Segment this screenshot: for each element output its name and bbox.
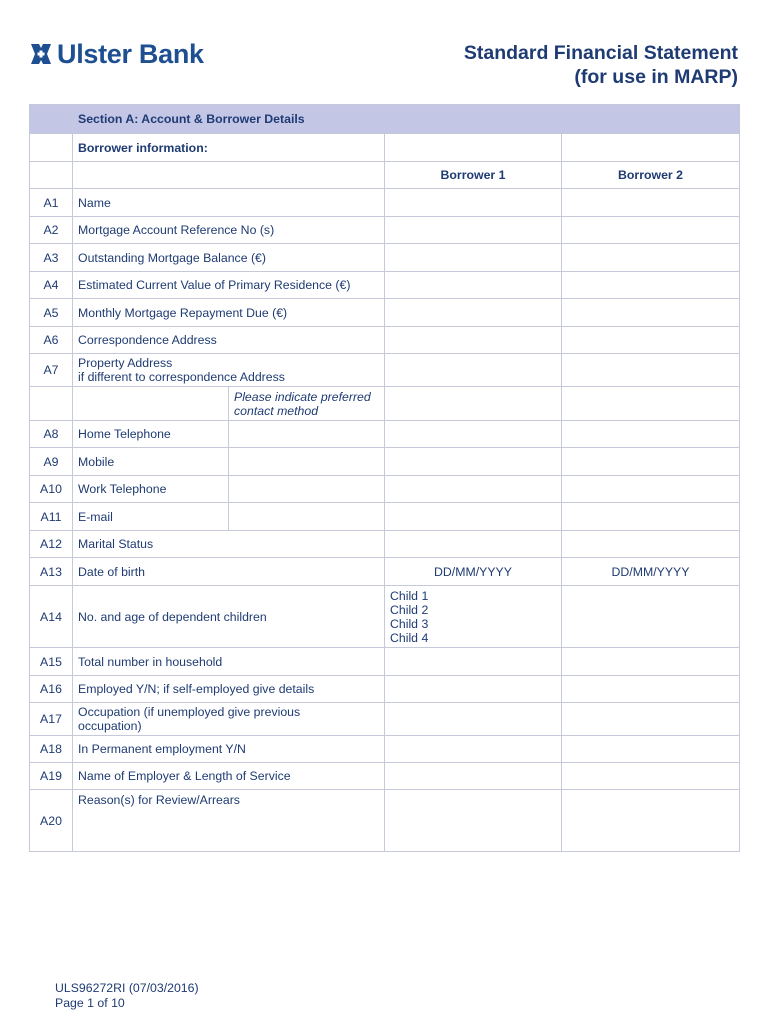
row-code: A17 xyxy=(30,703,73,736)
row-label: Work Telephone xyxy=(73,476,229,503)
contact-note-line2: contact method xyxy=(234,403,319,418)
document-title-line2: (for use in MARP) xyxy=(574,66,738,88)
row-label: E-mail xyxy=(73,503,229,531)
row-label: Mortgage Account Reference No (s) xyxy=(73,217,385,244)
table-row xyxy=(30,558,740,586)
preferred-contact-input[interactable] xyxy=(229,421,385,448)
borrower1-dob-input[interactable]: DD/MM/YYYY xyxy=(385,558,562,586)
table-row xyxy=(30,676,740,703)
table-row xyxy=(30,586,740,648)
document-title xyxy=(464,41,738,89)
borrower1-input[interactable] xyxy=(385,448,562,476)
row-label xyxy=(73,354,385,387)
borrower2-input[interactable] xyxy=(562,676,740,703)
document-title-line1: Standard Financial Statement xyxy=(463,42,738,64)
contact-note-line1: Please indicate preferred xyxy=(234,389,371,404)
row-label: Name of Employer & Length of Service xyxy=(73,763,385,790)
table-row xyxy=(30,763,740,790)
ulster-bank-logo xyxy=(30,40,204,68)
row-label: Monthly Mortgage Repayment Due (€) xyxy=(73,299,385,327)
borrower1-input[interactable] xyxy=(385,272,562,299)
row-label xyxy=(73,703,385,736)
borrower2-input[interactable] xyxy=(562,476,740,503)
table-row xyxy=(30,327,740,354)
row-code: A14 xyxy=(30,586,73,648)
row-label: Home Telephone xyxy=(73,421,229,448)
borrower1-input[interactable] xyxy=(385,790,562,852)
table-row xyxy=(30,387,740,421)
input-cell[interactable] xyxy=(385,134,562,162)
preferred-contact-input[interactable] xyxy=(229,476,385,503)
preferred-contact-input[interactable] xyxy=(229,448,385,476)
borrower1-input[interactable] xyxy=(385,736,562,763)
row-label-line2: if different to correspondence Address xyxy=(78,370,285,384)
borrower2-input[interactable] xyxy=(562,503,740,531)
row-label: Total number in household xyxy=(73,648,385,676)
borrower1-input[interactable] xyxy=(385,503,562,531)
borrower1-input[interactable] xyxy=(385,421,562,448)
table-row xyxy=(30,503,740,531)
row-label: Mobile xyxy=(73,448,229,476)
row-label: Reason(s) for Review/Arrears xyxy=(73,790,385,852)
row-label: In Permanent employment Y/N xyxy=(73,736,385,763)
row-code: A1 xyxy=(30,189,73,217)
borrower2-input[interactable] xyxy=(562,448,740,476)
row-label: No. and age of dependent children xyxy=(73,586,385,648)
borrower2-input[interactable] xyxy=(562,648,740,676)
child-1-label: Child 1 xyxy=(390,588,429,603)
row-label: Outstanding Mortgage Balance (€) xyxy=(73,244,385,272)
borrower1-input[interactable] xyxy=(385,763,562,790)
row-code: A4 xyxy=(30,272,73,299)
borrower1-input[interactable] xyxy=(385,244,562,272)
table-row xyxy=(30,299,740,327)
child-2-label: Child 2 xyxy=(390,602,429,617)
row-code: A11 xyxy=(30,503,73,531)
borrower2-input[interactable] xyxy=(562,354,740,387)
table-row xyxy=(30,134,740,162)
row-label-line2: occupation) xyxy=(78,719,142,733)
table-row xyxy=(30,421,740,448)
borrower2-input[interactable] xyxy=(562,763,740,790)
section-header-row xyxy=(30,105,740,134)
borrower-info-label: Borrower information: xyxy=(73,134,385,162)
row-code: A16 xyxy=(30,676,73,703)
borrower2-header: Borrower 2 xyxy=(562,162,740,189)
borrower1-input[interactable] xyxy=(385,327,562,354)
table-row xyxy=(30,476,740,503)
row-code: A19 xyxy=(30,763,73,790)
borrower1-input[interactable] xyxy=(385,217,562,244)
child-3-label: Child 3 xyxy=(390,616,429,631)
table-row xyxy=(30,531,740,558)
row-code: A8 xyxy=(30,421,73,448)
ulster-bank-emblem-icon xyxy=(30,43,52,65)
borrower2-input[interactable] xyxy=(562,586,740,648)
row-code: A10 xyxy=(30,476,73,503)
borrower2-input[interactable] xyxy=(562,421,740,448)
section-header-blank xyxy=(30,105,73,134)
input-cell[interactable] xyxy=(562,134,740,162)
preferred-contact-input[interactable] xyxy=(229,503,385,531)
row-code: A3 xyxy=(30,244,73,272)
table-row xyxy=(30,790,740,852)
borrower2-input[interactable] xyxy=(562,703,740,736)
row-code: A9 xyxy=(30,448,73,476)
borrower1-input[interactable] xyxy=(385,189,562,217)
row-code: A18 xyxy=(30,736,73,763)
row-code: A7 xyxy=(30,354,73,387)
row-label: Date of birth xyxy=(73,558,385,586)
borrower2-input[interactable] xyxy=(562,272,740,299)
row-label: Estimated Current Value of Primary Residence (€) xyxy=(73,272,385,299)
row-code: A13 xyxy=(30,558,73,586)
borrower2-input[interactable] xyxy=(562,736,740,763)
page-number: Page 1 of 10 xyxy=(55,996,125,1010)
table-row xyxy=(30,244,740,272)
page-footer xyxy=(55,981,199,1011)
account-borrower-table xyxy=(29,104,740,852)
table-row xyxy=(30,272,740,299)
row-code: A12 xyxy=(30,531,73,558)
form-reference: ULS96272RI (07/03/2016) xyxy=(55,981,199,995)
borrower2-input[interactable] xyxy=(562,387,740,421)
section-title: Section A: Account & Borrower Details xyxy=(73,105,740,134)
table-row xyxy=(30,648,740,676)
children-input[interactable] xyxy=(385,586,562,648)
row-label: Employed Y/N; if self-employed give details xyxy=(73,676,385,703)
table-row xyxy=(30,448,740,476)
borrower2-input[interactable] xyxy=(562,217,740,244)
logo-text: Ulster Bank xyxy=(57,39,204,69)
borrower2-input[interactable] xyxy=(562,299,740,327)
table-row xyxy=(30,703,740,736)
row-code: A15 xyxy=(30,648,73,676)
table-row xyxy=(30,736,740,763)
borrower1-input[interactable] xyxy=(385,676,562,703)
borrower1-input[interactable] xyxy=(385,648,562,676)
child-4-label: Child 4 xyxy=(390,630,429,645)
row-label-line1: Property Address xyxy=(78,356,173,370)
borrower2-input[interactable] xyxy=(562,531,740,558)
borrower1-input[interactable] xyxy=(385,703,562,736)
borrower2-input[interactable] xyxy=(562,327,740,354)
column-header-row xyxy=(30,162,740,189)
row-label: Name xyxy=(73,189,385,217)
row-label-line1: Occupation (if unemployed give previous xyxy=(78,705,301,719)
borrower2-dob-input[interactable]: DD/MM/YYYY xyxy=(562,558,740,586)
table-row xyxy=(30,217,740,244)
row-code: A6 xyxy=(30,327,73,354)
row-code: A20 xyxy=(30,790,73,852)
table-row xyxy=(30,189,740,217)
borrower2-input[interactable] xyxy=(562,244,740,272)
borrower1-input[interactable] xyxy=(385,299,562,327)
borrower1-input[interactable] xyxy=(385,354,562,387)
borrower1-input[interactable] xyxy=(385,531,562,558)
table-row xyxy=(30,354,740,387)
contact-method-note xyxy=(229,387,385,421)
row-code: A5 xyxy=(30,299,73,327)
row-code: A2 xyxy=(30,217,73,244)
row-label: Marital Status xyxy=(73,531,385,558)
row-label: Correspondence Address xyxy=(73,327,385,354)
borrower1-input[interactable] xyxy=(385,387,562,421)
borrower2-input[interactable] xyxy=(562,189,740,217)
borrower2-input[interactable] xyxy=(562,790,740,852)
borrower1-header: Borrower 1 xyxy=(385,162,562,189)
borrower1-input[interactable] xyxy=(385,476,562,503)
